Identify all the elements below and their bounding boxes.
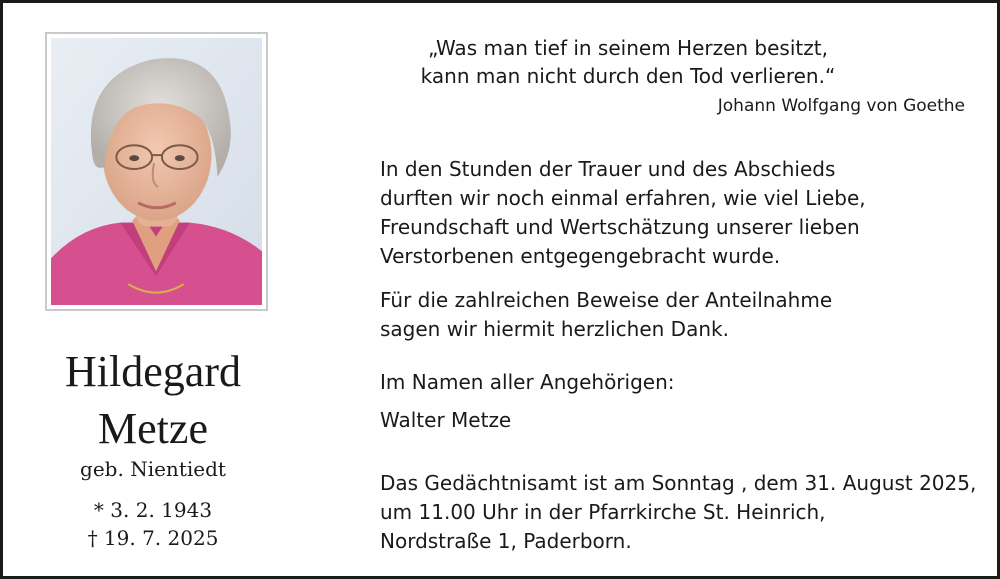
birth-name: geb. Nientiedt (80, 457, 226, 481)
birth-date: * 3. 2. 1943 (93, 498, 213, 522)
memorial-notice (380, 469, 980, 556)
text-line: um 11.00 Uhr in der Pfarrkirche St. Heinrich, (380, 500, 826, 524)
quote-line-2: kann man nicht durch den Tod verlieren.“ (420, 64, 836, 88)
text-line: In den Stunden der Trauer und des Abschieds (380, 157, 836, 181)
portrait-image (51, 38, 262, 305)
gratitude-paragraph (380, 286, 980, 344)
text-line: Nordstraße 1, Paderborn. (380, 529, 632, 553)
quote-line-1: „Was man tief in seinem Herzen besitzt, (428, 36, 828, 60)
last-name: Metze (98, 404, 208, 453)
text-line: durften wir noch einmal erfahren, wie viel Liebe, (380, 186, 866, 210)
thanks-paragraph (380, 155, 980, 271)
first-name: Hildegard (65, 347, 241, 396)
signatory: Walter Metze (380, 408, 512, 432)
text-line: Das Gedächtnisamt ist am Sonntag , dem 31. August 2025, (380, 471, 977, 495)
text-line: Für die zahlreichen Beweise der Anteilnahme (380, 288, 833, 312)
text-line: Freundschaft und Wertschätzung unserer lieben (380, 215, 860, 239)
text-line: Verstorbenen entgegengebracht wurde. (380, 244, 781, 268)
text-line: sagen wir hiermit herzlichen Dank. (380, 317, 729, 341)
death-date: † 19. 7. 2025 (87, 526, 219, 550)
portrait-photo (45, 32, 268, 311)
closing-line: Im Namen aller Angehörigen: (380, 370, 675, 394)
quote-author: Johann Wolfgang von Goethe (717, 96, 965, 116)
